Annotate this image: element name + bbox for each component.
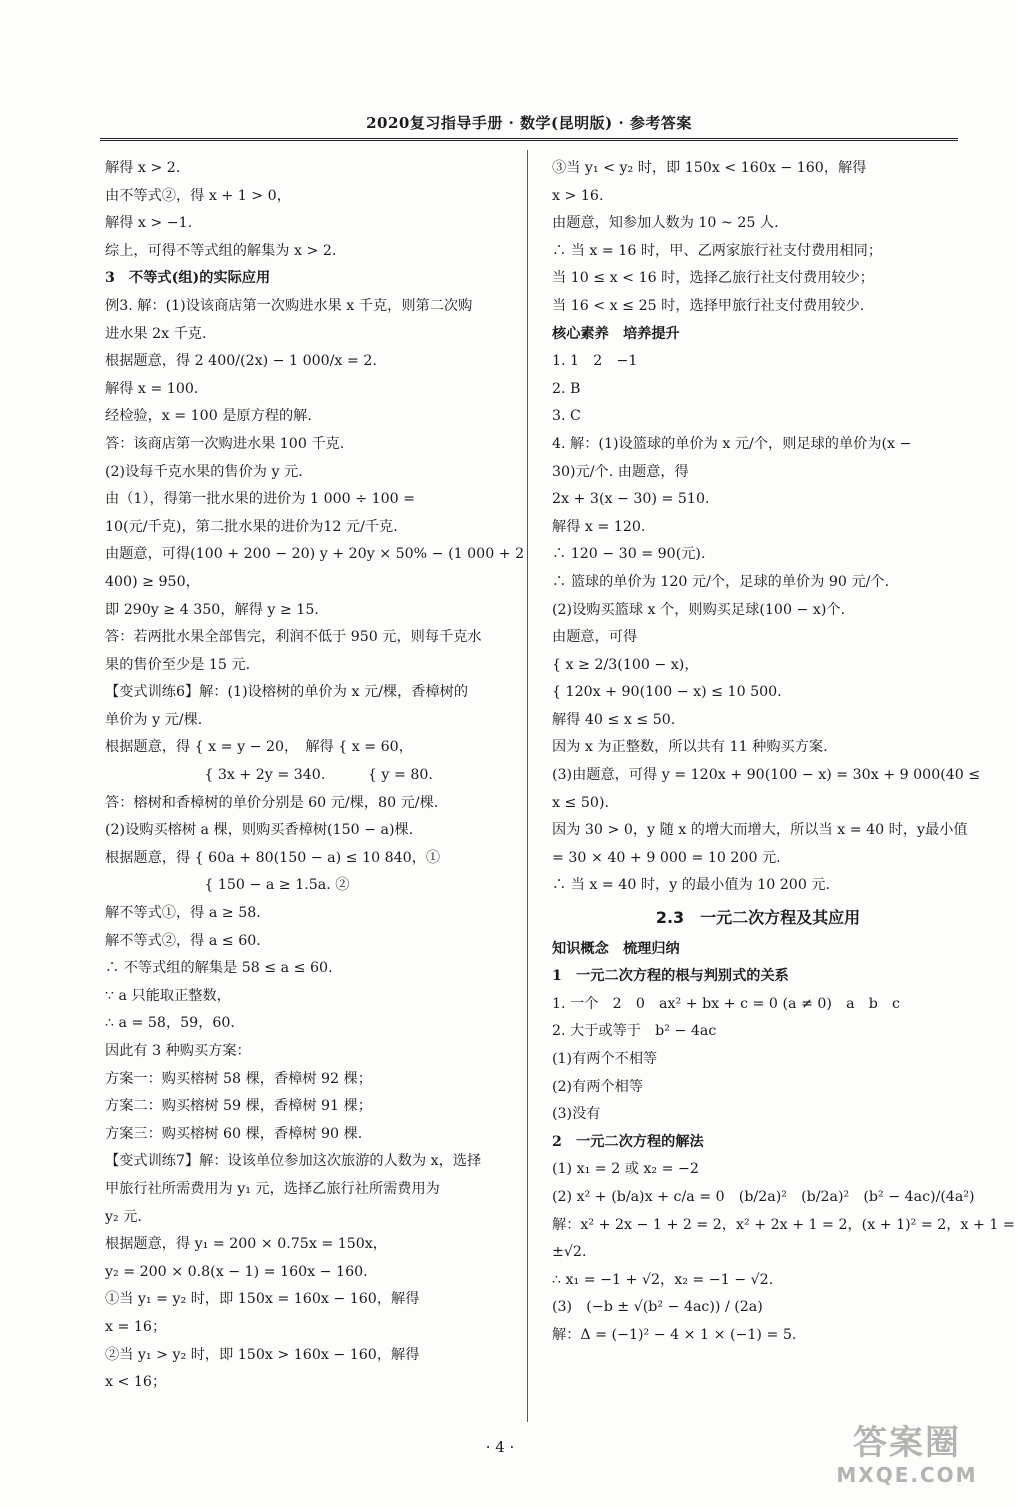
- text-line: 由不等式②，得 x + 1 > 0，: [105, 187, 291, 204]
- text-line: 【变式训练7】解：设该单位参加这次旅游的人数为 x，选择: [105, 1153, 482, 1170]
- text-line: 根据题意，得 { 60a + 80(150 − a) ≤ 10 840，①: [105, 849, 441, 866]
- text-line: ∴ 120 − 30 = 90(元).: [552, 546, 706, 563]
- text-line: (1) x₁ = 2 或 x₂ = −2: [552, 1161, 699, 1178]
- text-line: 由题意，知参加人数为 10 ~ 25 人.: [552, 215, 779, 232]
- watermark-site: MXQE.COM: [836, 1463, 978, 1487]
- text-line: 1. 1 2 −1: [552, 353, 638, 370]
- text-line: 因为 30 > 0，y 随 x 的增大而增大，所以当 x = 40 时，y最小值: [552, 822, 968, 839]
- text-line: 答：该商店第一次购进水果 100 千克.: [105, 435, 345, 452]
- text-line: { 150 − a ≥ 1.5a. ②: [105, 877, 350, 894]
- text-line: (2)设每千克水果的售价为 y 元.: [105, 463, 303, 480]
- text-line: 解：x² + 2x − 1 + 2 = 2，x² + 2x + 1 = 2，(x + 1)² = 2，x + 1 =: [552, 1216, 1015, 1233]
- text-line: ∴ a = 58，59，60.: [105, 1015, 235, 1032]
- right-column: [552, 155, 1015, 1350]
- text-line: 果的售价至少是 15 元.: [105, 656, 251, 673]
- text-line: 解得 x > −1.: [105, 215, 193, 232]
- text-line: 1. 一个 2 0 ax² + bx + c = 0 (a ≠ 0) a b c: [552, 995, 900, 1012]
- text-line: 2. 大于或等于 b² − 4ac: [552, 1023, 717, 1040]
- text-line: 例3. 解：(1)设该商店第一次购进水果 x 千克，则第二次购: [105, 297, 473, 314]
- text-line: = 30 × 40 + 9 000 = 10 200 元.: [552, 849, 781, 866]
- text-line: 由（1），得第一批水果的进价为 1 000 ÷ 100 =: [105, 491, 416, 508]
- left-column: [105, 155, 525, 1397]
- text-line: y₂ = 200 × 0.8(x − 1) = 160x − 160.: [105, 1263, 368, 1280]
- section-title: 2.3 一元二次方程及其应用: [655, 908, 861, 928]
- text-line: ±√2.: [552, 1244, 587, 1261]
- text-line: 30)元/个. 由题意，得: [552, 463, 689, 480]
- text-line: 方案二：购买榕树 59 棵，香樟树 91 棵；: [105, 1098, 372, 1115]
- text-line: { x ≥ 2/3(100 − x)，: [552, 656, 699, 673]
- text-line: (3)由题意，可得 y = 120x + 90(100 − x) = 30x + 9 000(40 ≤: [552, 767, 981, 784]
- subheading: 2 一元二次方程的解法: [552, 1133, 704, 1150]
- text-line: 根据题意，得 2 400/(2x) − 1 000/x = 2.: [105, 353, 377, 370]
- text-line: 即 290y ≥ 4 350，解得 y ≥ 15.: [105, 601, 319, 618]
- text-line: 400) ≥ 950，: [105, 573, 200, 590]
- text-line: 由题意，可得(100 + 200 − 20) y + 20y × 50% − (1 000 + 2: [105, 546, 525, 563]
- subheading: 知识概念 梳理归纳: [552, 940, 680, 957]
- subheading: 3 不等式(组)的实际应用: [105, 270, 271, 287]
- text-line: ∴ 当 x = 40 时，y 的最小值为 10 200 元.: [552, 877, 831, 894]
- text-line: 由题意，可得: [552, 629, 638, 646]
- text-line: 答：榕树和香樟树的单价分别是 60 元/棵，80 元/棵.: [105, 794, 439, 811]
- text-line: ③当 y₁ < y₂ 时，即 150x < 160x − 160，解得: [552, 160, 867, 176]
- text-line: x ≤ 50).: [552, 794, 610, 811]
- text-line: 当 10 ≤ x < 16 时，选择乙旅行社支付费用较少；: [552, 270, 874, 287]
- text-line: ∵ a 只能取正整数，: [105, 987, 231, 1004]
- text-line: (2) x² + (b/a)x + c/a = 0 (b/2a)² (b/2a)² (b² − 4ac)/(4a²): [552, 1188, 975, 1205]
- watermark-logo-text: 答案圈: [853, 1423, 961, 1463]
- text-line: { 120x + 90(100 − x) ≤ 10 500.: [552, 684, 782, 701]
- text-line: 因此有 3 种购买方案：: [105, 1043, 251, 1059]
- text-line: x < 16；: [105, 1374, 167, 1391]
- text-line: 解得 x > 2.: [105, 160, 181, 176]
- text-line: 4. 解：(1)设篮球的单价为 x 元/个，则足球的单价为(x −: [552, 435, 912, 452]
- text-line: ①当 y₁ = y₂ 时，即 150x = 160x − 160，解得: [105, 1291, 420, 1308]
- text-line: 答：若两批水果全部售完，利润不低于 950 元，则每千克水: [105, 629, 482, 646]
- text-line: 解得 x = 100.: [105, 380, 199, 397]
- text-line: (2)有两个相等: [552, 1078, 644, 1095]
- text-line: 进水果 2x 千克.: [105, 325, 207, 342]
- text-line: 综上，可得不等式组的解集为 x > 2.: [105, 242, 337, 259]
- text-line: 当 16 < x ≤ 25 时，选择甲旅行社支付费用较少.: [552, 297, 865, 314]
- text-line: 10(元/千克)，第二批水果的进价为12 元/千克.: [105, 518, 398, 535]
- text-line: x > 16.: [552, 187, 604, 204]
- text-line: 解：Δ = (−1)² − 4 × 1 × (−1) = 5.: [552, 1326, 797, 1343]
- text-line: ②当 y₁ > y₂ 时，即 150x > 160x − 160，解得: [105, 1346, 420, 1363]
- subheading: 核心素养 培养提升: [552, 325, 680, 342]
- subheading: 1 一元二次方程的根与判别式的关系: [552, 968, 789, 985]
- page-header: 2020复习指导手册 · 数学(昆明版) · 参考答案: [100, 112, 958, 141]
- text-line: x = 16；: [105, 1318, 167, 1335]
- text-line: 根据题意，得 y₁ = 200 × 0.75x = 150x，: [105, 1236, 387, 1253]
- column-divider: [527, 150, 528, 1422]
- text-line: ∴ 不等式组的解集是 58 ≤ a ≤ 60.: [105, 960, 333, 977]
- text-line: 【变式训练6】解：(1)设榕树的单价为 x 元/棵，香樟树的: [105, 684, 469, 701]
- text-line: 因为 x 为正整数，所以共有 11 种购买方案.: [552, 739, 828, 756]
- text-line: 方案三：购买榕树 60 棵，香樟树 90 棵.: [105, 1125, 363, 1142]
- text-line: (2)设购买榕树 a 棵，则购买香樟树(150 − a)棵.: [105, 822, 414, 839]
- text-line: 解不等式①，得 a ≥ 58.: [105, 905, 261, 922]
- watermark-logo: [832, 1423, 982, 1495]
- text-line: 根据题意，得 { x = y − 20， 解得 { x = 60，: [105, 739, 413, 756]
- text-line: (2)设购买篮球 x 个，则购买足球(100 − x)个.: [552, 601, 846, 618]
- text-line: { 3x + 2y = 340. { y = 80.: [105, 767, 433, 784]
- text-line: (1)有两个不相等: [552, 1051, 658, 1067]
- text-line: 解不等式②，得 a ≤ 60.: [105, 932, 261, 949]
- text-line: 解得 40 ≤ x ≤ 50.: [552, 711, 676, 728]
- text-line: 2x + 3(x − 30) = 510.: [552, 491, 710, 508]
- text-line: ∴ x₁ = −1 + √2，x₂ = −1 − √2.: [552, 1271, 774, 1288]
- text-line: 甲旅行社所需费用为 y₁ 元，选择乙旅行社所需费用为: [105, 1180, 440, 1197]
- text-line: 单价为 y 元/棵.: [105, 711, 203, 728]
- text-line: (3) (−b ± √(b² − 4ac)) / (2a): [552, 1299, 763, 1316]
- text-line: (3)没有: [552, 1106, 601, 1123]
- text-line: 经检验，x = 100 是原方程的解.: [105, 408, 312, 425]
- page-number: · 4 ·: [485, 1438, 515, 1456]
- text-line: 3. C: [552, 408, 581, 425]
- text-line: 解得 x = 120.: [552, 518, 646, 535]
- text-line: 2. B: [552, 380, 581, 397]
- text-line: y₂ 元.: [105, 1208, 142, 1225]
- text-line: 方案一：购买榕树 58 棵，香樟树 92 棵；: [105, 1070, 372, 1087]
- text-line: ∴ 篮球的单价为 120 元/个，足球的单价为 90 元/个.: [552, 573, 890, 590]
- text-line: ∴ 当 x = 16 时，甲、乙两家旅行社支付费用相同；: [552, 242, 883, 259]
